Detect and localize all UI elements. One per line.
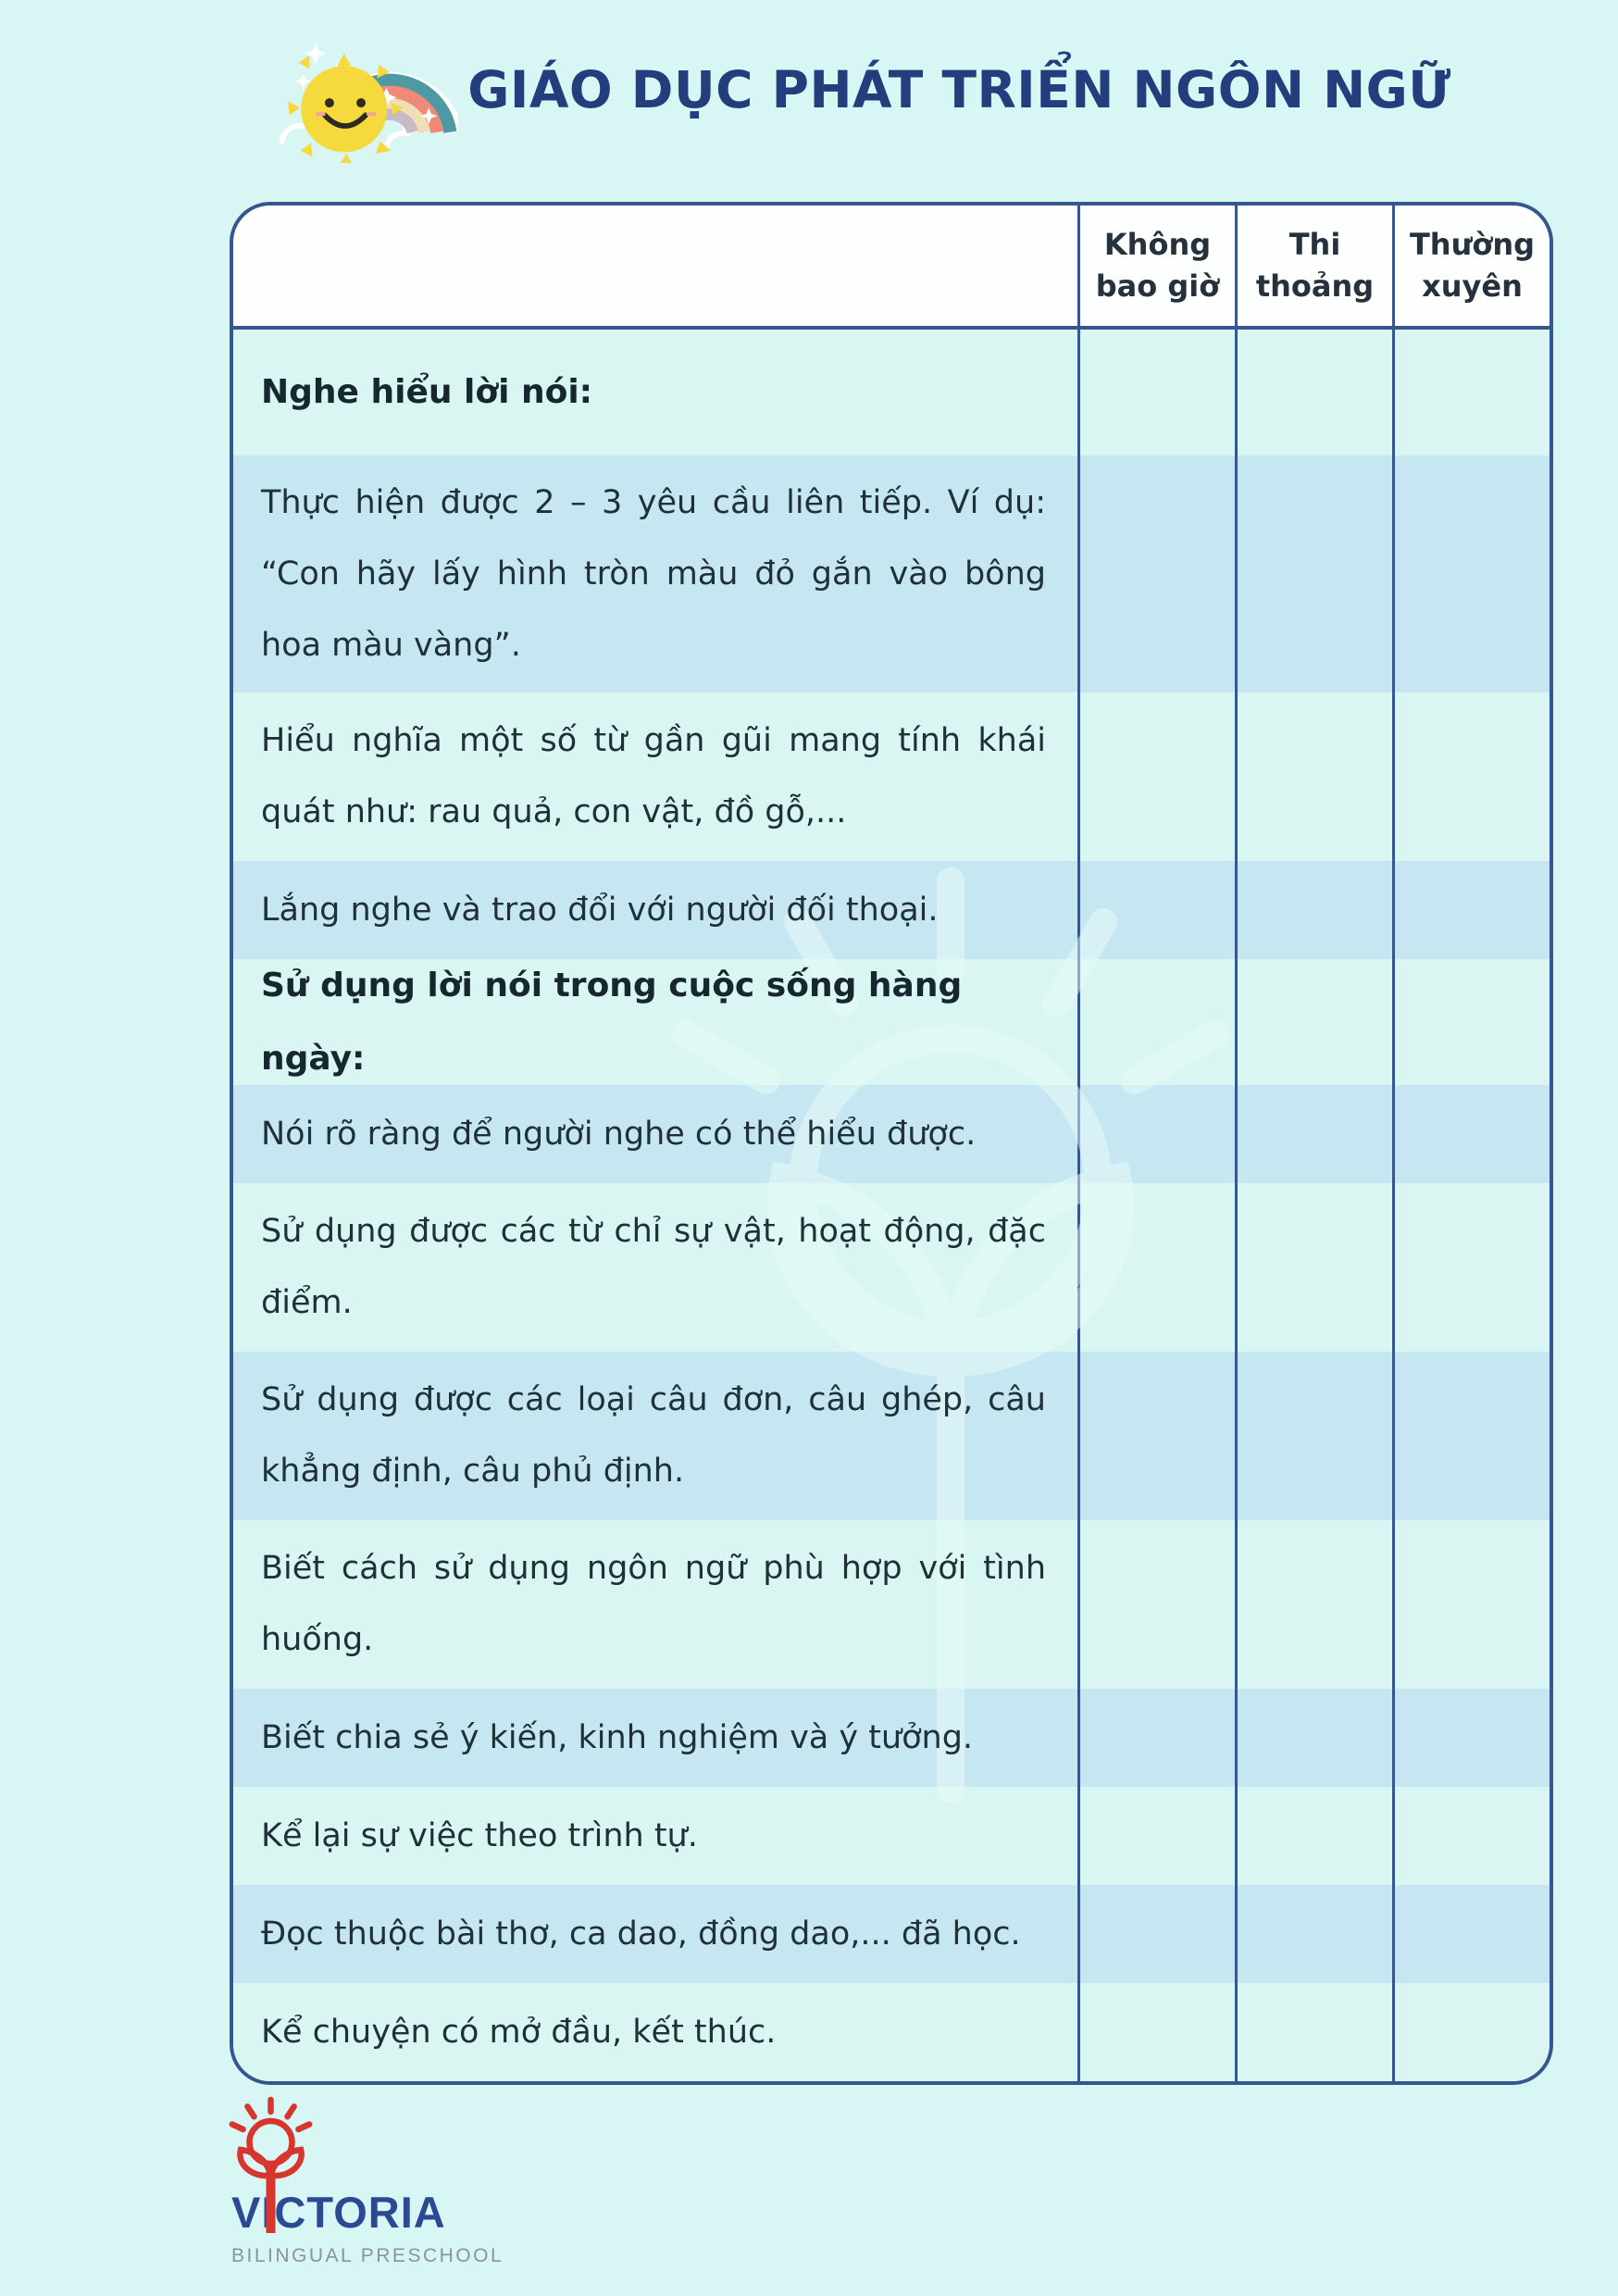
answer-cell-sometimes[interactable] bbox=[1235, 1885, 1392, 1983]
skill-text: Biết cách sử dụng ngôn ngữ phù hợp với tình huống. bbox=[261, 1550, 1046, 1658]
answer-cell-never[interactable] bbox=[1077, 1352, 1235, 1520]
page-header bbox=[51, 17, 1618, 163]
column-header-never: Không bao giờ bbox=[1077, 206, 1235, 326]
answer-cell-often[interactable] bbox=[1392, 1787, 1550, 1885]
answer-cell-never[interactable] bbox=[1077, 1520, 1235, 1689]
answer-cell-often[interactable] bbox=[1392, 693, 1550, 861]
skill-text: Lắng nghe và trao đổi với người đối thoại. bbox=[261, 891, 939, 929]
table-row bbox=[233, 1689, 1550, 1787]
answer-cell-often[interactable] bbox=[1392, 1520, 1550, 1689]
answer-cell-sometimes[interactable] bbox=[1235, 330, 1392, 455]
tulip-flower-icon bbox=[226, 2094, 337, 2242]
brand-tagline: BILINGUAL PRESCHOOL bbox=[231, 2245, 504, 2266]
answer-cell-never[interactable] bbox=[1077, 1183, 1235, 1352]
answer-cell-sometimes[interactable] bbox=[1235, 1352, 1392, 1520]
answer-cell-never[interactable] bbox=[1077, 1085, 1235, 1183]
answer-cell-sometimes[interactable] bbox=[1235, 1689, 1392, 1787]
answer-cell-often[interactable] bbox=[1392, 1085, 1550, 1183]
table-row bbox=[233, 1520, 1550, 1689]
column-header-sometimes: Thi thoảng bbox=[1235, 206, 1392, 326]
skill-text: Sử dụng được các từ chỉ sự vật, hoạt động, đặc điểm. bbox=[261, 1213, 1046, 1321]
answer-cell-often[interactable] bbox=[1392, 959, 1550, 1085]
answer-cell-never[interactable] bbox=[1077, 1983, 1235, 2081]
answer-cell-often[interactable] bbox=[1392, 330, 1550, 455]
answer-cell-sometimes[interactable] bbox=[1235, 1085, 1392, 1183]
answer-cell-often[interactable] bbox=[1392, 1352, 1550, 1520]
table-row bbox=[233, 1787, 1550, 1885]
skill-text: Đọc thuộc bài thơ, ca dao, đồng dao,... đã học. bbox=[261, 1915, 1021, 1953]
answer-cell-never[interactable] bbox=[1077, 1689, 1235, 1787]
answer-cell-sometimes[interactable] bbox=[1235, 1787, 1392, 1885]
answer-cell-never[interactable] bbox=[1077, 1787, 1235, 1885]
table-row bbox=[233, 1352, 1550, 1520]
table-row bbox=[233, 693, 1550, 861]
victoria-logo bbox=[231, 2094, 537, 2267]
section-title: Sử dụng lời nói trong cuộc sống hàng ngày: bbox=[261, 966, 963, 1078]
skills-table bbox=[230, 202, 1553, 2085]
skill-text: Kể lại sự việc theo trình tự. bbox=[261, 1816, 698, 1854]
table-row bbox=[233, 1183, 1550, 1352]
answer-cell-never[interactable] bbox=[1077, 330, 1235, 455]
skill-text: Nói rõ ràng để người nghe có thể hiểu được. bbox=[261, 1115, 977, 1153]
answer-cell-often[interactable] bbox=[1392, 1885, 1550, 1983]
answer-cell-sometimes[interactable] bbox=[1235, 1183, 1392, 1352]
skill-text: Hiểu nghĩa một số từ gần gũi mang tính khái quát như: rau quả, con vật, đồ gỗ,... bbox=[261, 722, 1046, 830]
column-header-often: Thường xuyên bbox=[1392, 206, 1550, 326]
header-empty-cell bbox=[233, 206, 1077, 326]
table-row bbox=[233, 1085, 1550, 1183]
skill-text: Kể chuyện có mở đầu, kết thúc. bbox=[261, 2013, 777, 2051]
answer-cell-sometimes[interactable] bbox=[1235, 455, 1392, 693]
table-row bbox=[233, 1983, 1550, 2081]
skill-text: Sử dụng được các loại câu đơn, câu ghép, câu khẳng định, câu phủ định. bbox=[261, 1381, 1046, 1490]
answer-cell-often[interactable] bbox=[1392, 455, 1550, 693]
answer-cell-often[interactable] bbox=[1392, 1183, 1550, 1352]
answer-cell-never[interactable] bbox=[1077, 861, 1235, 959]
answer-cell-sometimes[interactable] bbox=[1235, 861, 1392, 959]
answer-cell-never[interactable] bbox=[1077, 455, 1235, 693]
table-row bbox=[233, 1885, 1550, 1983]
answer-cell-sometimes[interactable] bbox=[1235, 693, 1392, 861]
table-row bbox=[233, 455, 1550, 693]
table-row bbox=[233, 861, 1550, 959]
skill-text: Thực hiện được 2 – 3 yêu cầu liên tiếp. Ví dụ: “Con hãy lấy hình tròn màu đỏ gắn vào bông hoa màu vàng”. bbox=[261, 483, 1046, 664]
answer-cell-sometimes[interactable] bbox=[1235, 1520, 1392, 1689]
answer-cell-never[interactable] bbox=[1077, 959, 1235, 1085]
answer-cell-never[interactable] bbox=[1077, 693, 1235, 861]
page-title: GIÁO DỤC PHÁT TRIỂN NGÔN NGỮ bbox=[467, 60, 1451, 119]
answer-cell-often[interactable] bbox=[1392, 861, 1550, 959]
skill-text: Biết chia sẻ ý kiến, kinh nghiệm và ý tưởng. bbox=[261, 1718, 974, 1756]
brand-name: VICTORIA bbox=[231, 2188, 446, 2237]
answer-cell-often[interactable] bbox=[1392, 1689, 1550, 1787]
table-header-row bbox=[233, 206, 1550, 330]
sun-rainbow-icon bbox=[268, 17, 458, 163]
answer-cell-sometimes[interactable] bbox=[1235, 1983, 1392, 2081]
table-row bbox=[233, 330, 1550, 455]
section-title: Nghe hiểu lời nói: bbox=[261, 373, 593, 412]
table-row bbox=[233, 959, 1550, 1085]
answer-cell-sometimes[interactable] bbox=[1235, 959, 1392, 1085]
answer-cell-often[interactable] bbox=[1392, 1983, 1550, 2081]
answer-cell-never[interactable] bbox=[1077, 1885, 1235, 1983]
